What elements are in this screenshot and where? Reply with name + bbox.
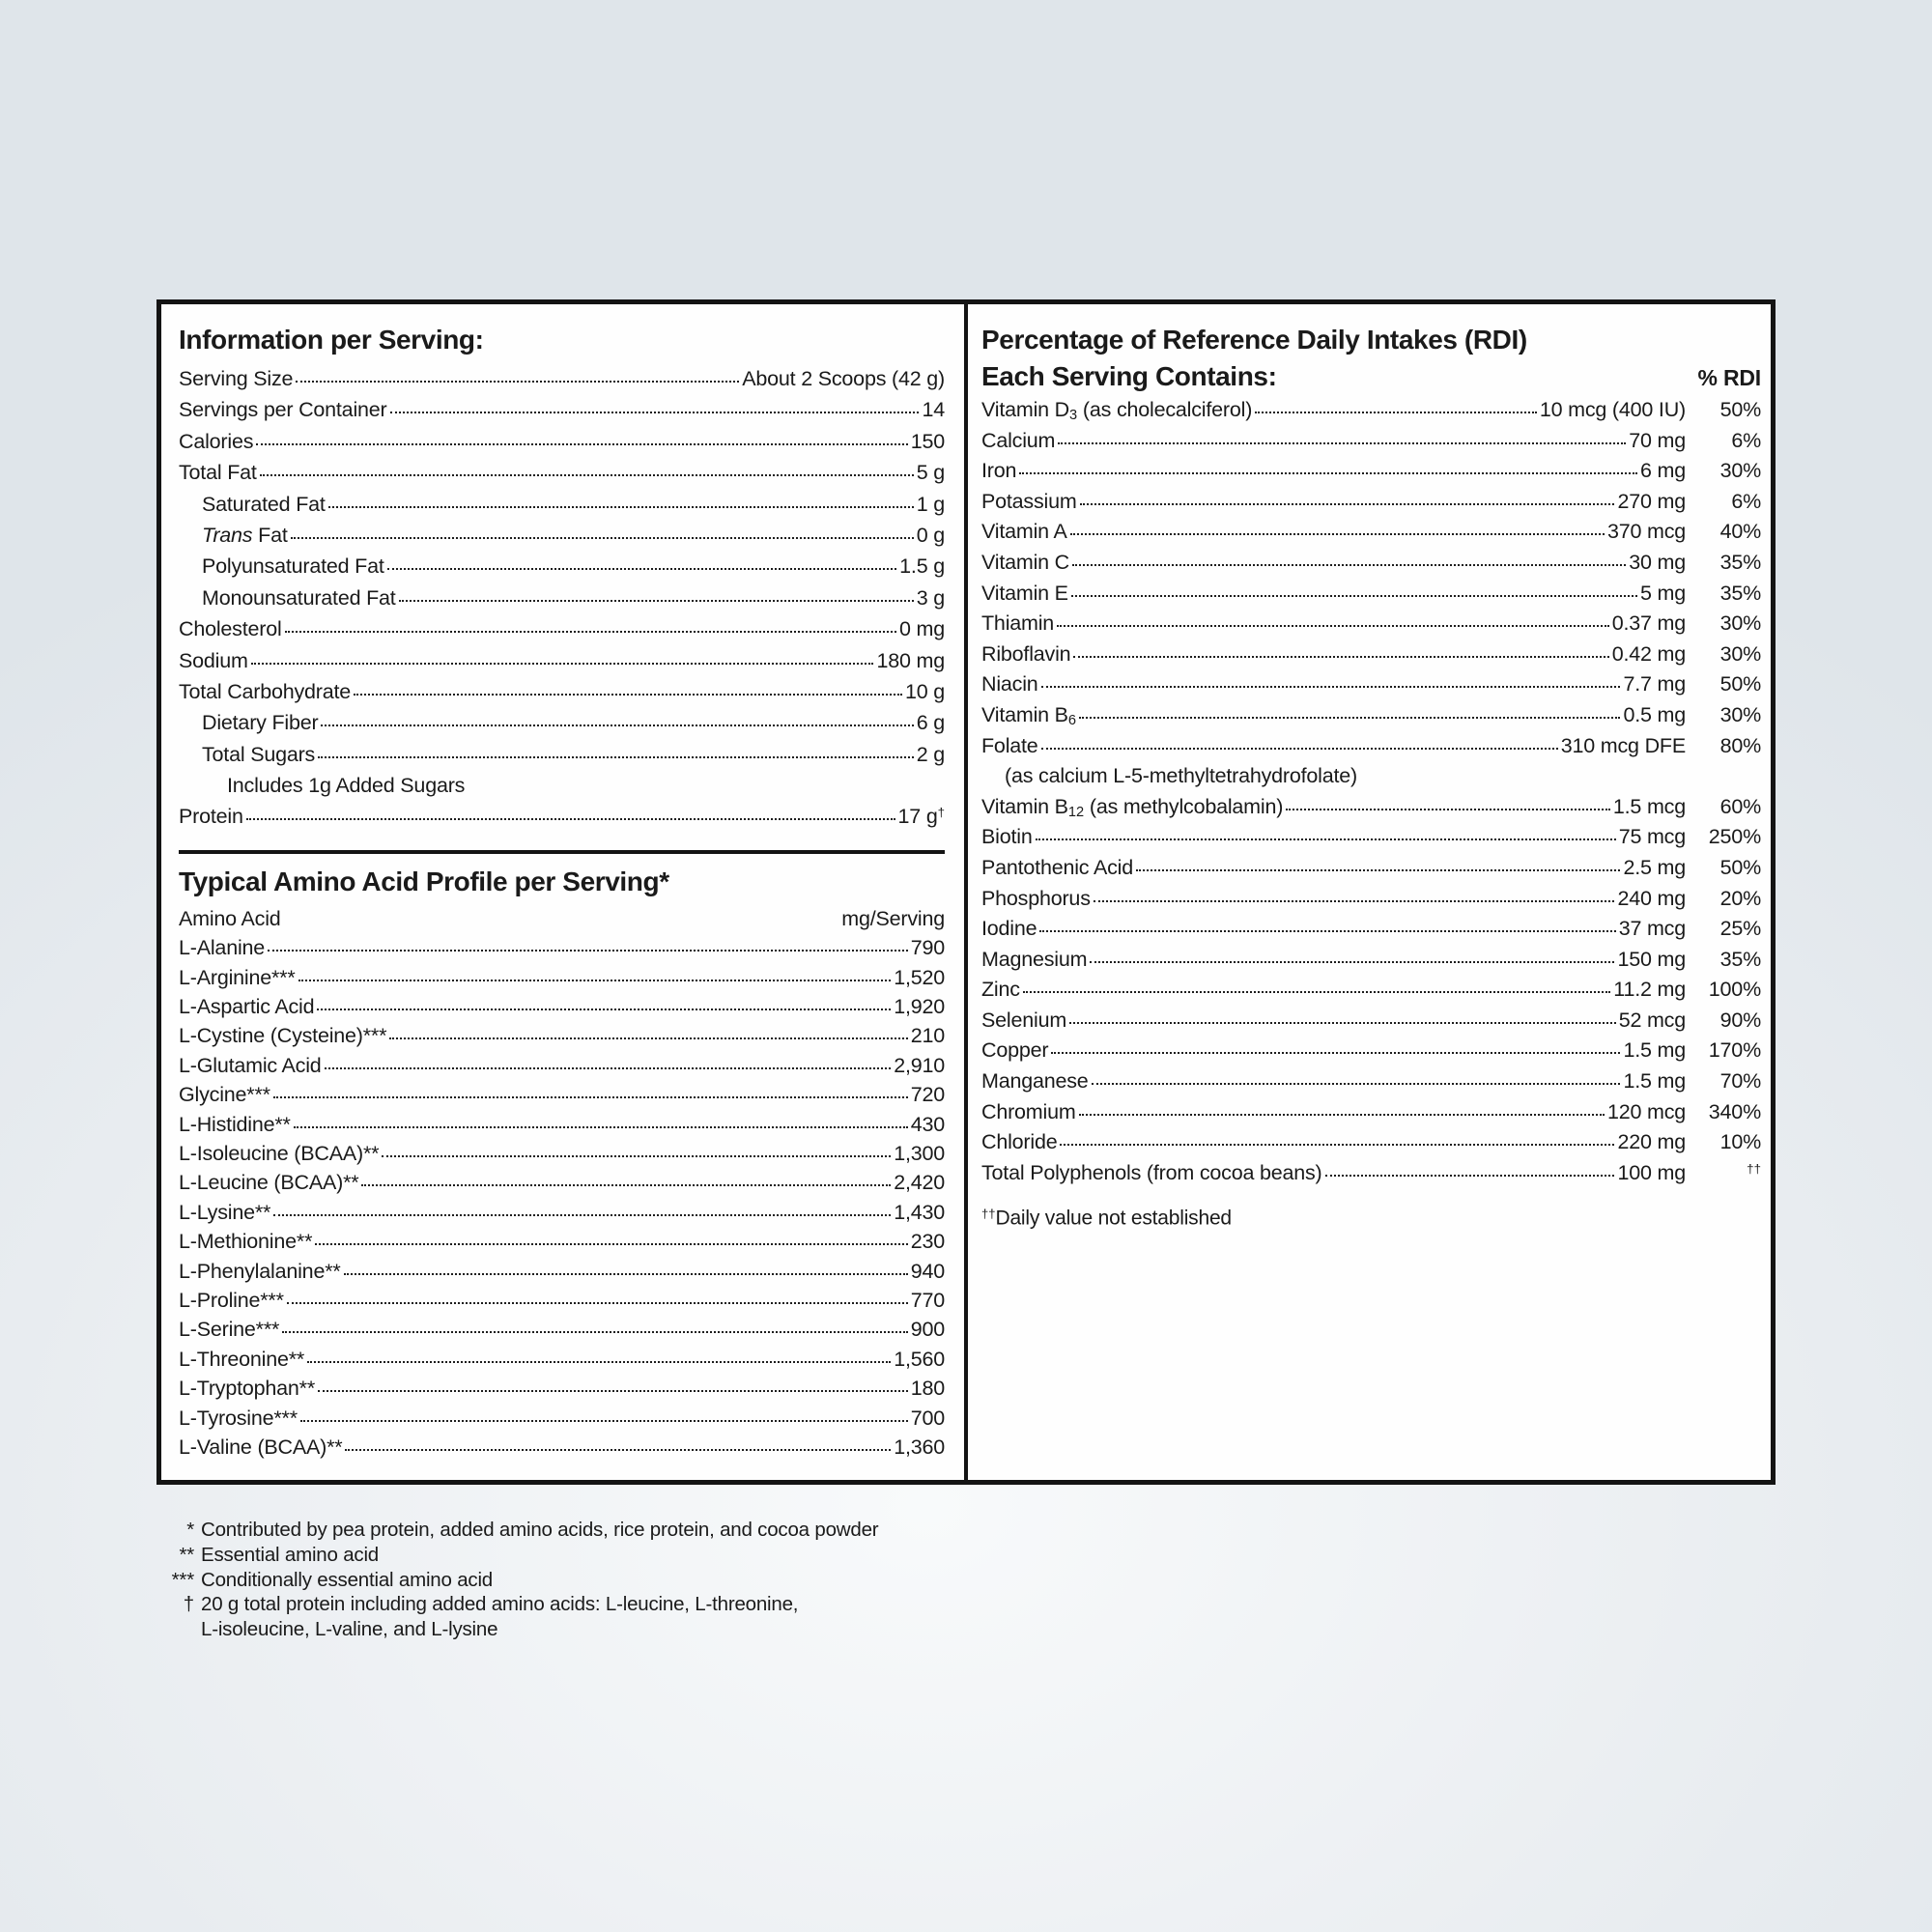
row-label: L-Histidine**: [179, 1112, 291, 1136]
dot-leader: [298, 980, 892, 981]
row-value: 1.5 mcg: [1612, 794, 1686, 818]
row-value: Contributed by pea protein, added amino acids, rice protein, and cocoa powder: [201, 1519, 879, 1541]
row-label: Zinc: [981, 978, 1020, 1002]
row-value: 5 g: [916, 461, 945, 485]
row-label: L-Isoleucine (BCAA)**: [179, 1141, 380, 1165]
row-value: 150 mg: [1617, 947, 1686, 971]
row-label: Monounsaturated Fat: [202, 585, 396, 610]
table-row: [157, 1544, 1104, 1569]
table-row: [179, 1113, 945, 1142]
dot-leader: [300, 1420, 908, 1422]
row-label: Niacin: [981, 672, 1038, 696]
dot-leader: [1072, 564, 1626, 566]
row-value: Essential amino acid: [201, 1543, 380, 1566]
row-label: Iodine: [981, 917, 1037, 941]
row-label: Calcium: [981, 428, 1056, 452]
row-value: 230: [910, 1230, 945, 1254]
row-value: 1.5 mg: [1623, 1038, 1686, 1063]
table-row: [179, 680, 945, 711]
row-percent: 6%: [1731, 428, 1761, 452]
table-row: [179, 524, 945, 554]
table-row: [179, 1406, 945, 1435]
table-row: [179, 617, 945, 648]
amino-rows: [179, 907, 945, 1464]
row-value: 37 mcg: [1618, 917, 1686, 941]
row-value: 1.5 mg: [1623, 1069, 1686, 1094]
rdi-header: Percentage of Reference Daily Intakes (RDI): [981, 325, 1527, 355]
row-label: Total Fat: [179, 461, 257, 485]
table-row: [157, 1618, 1104, 1643]
row-value: 310 mcg DFE: [1560, 733, 1686, 757]
rdi-percent-column-header: % RDI: [1697, 365, 1761, 390]
dot-leader: [1136, 869, 1621, 871]
row-value: 100 mg: [1617, 1160, 1686, 1184]
table-row: [157, 1593, 1104, 1618]
row-percent: 10%: [1719, 1130, 1761, 1154]
row-label: Biotin: [981, 825, 1033, 849]
table-row: [981, 1100, 1761, 1131]
dot-leader: [1057, 625, 1609, 627]
row-value: 180: [910, 1377, 945, 1401]
row-label: L-Tryptophan**: [179, 1377, 316, 1401]
table-row: [179, 398, 945, 429]
row-label: Protein: [179, 805, 243, 829]
dot-leader: [1036, 838, 1616, 840]
dot-leader: [1019, 472, 1637, 474]
row-label: Saturated Fat: [202, 492, 326, 516]
table-row: [179, 1289, 945, 1318]
dot-leader: [287, 1302, 908, 1304]
rdi-footnote: ††Daily value not established: [981, 1207, 1232, 1230]
row-label: L-Arginine***: [179, 965, 296, 989]
row-label: Phosphorus: [981, 886, 1091, 910]
row-value: 2 g: [916, 742, 945, 766]
dot-leader: [1058, 442, 1626, 444]
row-label: Glycine***: [179, 1083, 270, 1107]
row-label: L-Lysine**: [179, 1200, 271, 1224]
row-label: L-Serine***: [179, 1318, 280, 1342]
row-value: 30 mg: [1629, 550, 1686, 574]
dot-leader: [246, 818, 895, 820]
row-value: 1,560: [894, 1347, 945, 1371]
row-value: 0.37 mg: [1611, 611, 1686, 636]
table-row: [179, 774, 945, 805]
row-label: (as calcium L-5-methyltetrahydrofolate): [1005, 764, 1358, 788]
row-value: 6 g: [916, 711, 945, 735]
row-value: 6 mg: [1640, 459, 1686, 483]
table-row: [179, 743, 945, 774]
table-row: [981, 1009, 1761, 1039]
row-value: 150: [910, 429, 945, 453]
row-percent: 6%: [1731, 489, 1761, 513]
table-row: [981, 1069, 1761, 1100]
row-value: 1.5 g: [899, 554, 945, 579]
dot-leader: [251, 663, 874, 665]
row-value: 1,520: [894, 965, 945, 989]
row-label: L-Aspartic Acid: [179, 995, 315, 1019]
table-row: [157, 1569, 1104, 1594]
row-value: 10 g: [904, 679, 945, 703]
table-row: [981, 672, 1761, 703]
row-label: Sodium: [179, 648, 248, 672]
table-row: [179, 430, 945, 461]
dot-leader: [1041, 686, 1621, 688]
table-row: [179, 461, 945, 492]
row-percent: 100%: [1708, 978, 1761, 1002]
table-row: [981, 520, 1761, 551]
row-percent: 340%: [1708, 1099, 1761, 1123]
dot-leader: [1325, 1175, 1615, 1177]
table-row: [981, 1130, 1761, 1161]
row-label: L-Tyrosine***: [179, 1406, 298, 1430]
dot-leader: [1079, 717, 1621, 719]
dot-leader: [344, 1273, 908, 1275]
row-label: Copper: [981, 1038, 1049, 1063]
row-value: 52 mcg: [1618, 1008, 1686, 1032]
row-label: Potassium: [981, 489, 1077, 513]
row-percent: 25%: [1719, 917, 1761, 941]
row-label: Folate: [981, 733, 1038, 757]
dot-leader: [294, 1126, 908, 1128]
row-label: Total Carbohydrate: [179, 679, 352, 703]
dot-leader: [1070, 533, 1605, 535]
table-row: [981, 429, 1761, 460]
table-row: [179, 805, 945, 836]
row-value: 3 g: [916, 585, 945, 610]
dot-leader: [317, 1009, 891, 1010]
row-value: 11.2 mg: [1613, 978, 1686, 1002]
row-label: Vitamin E: [981, 581, 1068, 605]
dot-leader: [1039, 930, 1615, 932]
row-percent: 30%: [1719, 702, 1761, 726]
row-percent: 50%: [1719, 672, 1761, 696]
row-value: 790: [910, 936, 945, 960]
table-row: [981, 978, 1761, 1009]
table-row: [981, 795, 1761, 826]
table-row: [179, 1348, 945, 1377]
row-percent: 250%: [1708, 825, 1761, 849]
table-row: [179, 1377, 945, 1406]
row-percent: 30%: [1719, 611, 1761, 636]
row-label: Vitamin C: [981, 550, 1070, 574]
dot-leader: [260, 474, 914, 476]
row-label: Total Sugars: [202, 742, 316, 766]
row-value: 5 mg: [1640, 581, 1686, 605]
table-row: [981, 764, 1761, 795]
row-percent: 90%: [1719, 1008, 1761, 1032]
row-value: 430: [910, 1112, 945, 1136]
table-row: [179, 995, 945, 1024]
row-value: 0 g: [916, 523, 945, 547]
row-value: 940: [910, 1259, 945, 1283]
table-row: [981, 490, 1761, 521]
row-value: 75 mcg: [1618, 825, 1686, 849]
rdi-column: [968, 304, 1771, 1480]
supplement-facts-panel: [156, 299, 1776, 1485]
table-row: [981, 398, 1761, 429]
row-label: L-Proline***: [179, 1288, 284, 1312]
table-row: [179, 586, 945, 617]
table-row: [981, 887, 1761, 918]
table-row: [179, 493, 945, 524]
table-row: [179, 1260, 945, 1289]
table-row: [179, 1171, 945, 1200]
dot-leader: [318, 1390, 908, 1392]
dot-leader: [282, 1331, 908, 1333]
row-value: Conditionally essential amino acid: [201, 1568, 494, 1591]
table-row: [981, 825, 1761, 856]
table-row: [179, 966, 945, 995]
table-row: [179, 1024, 945, 1053]
table-row: [179, 649, 945, 680]
row-value: 900: [910, 1318, 945, 1342]
table-row: [179, 1318, 945, 1347]
amino-header: Typical Amino Acid Profile per Serving*: [179, 866, 669, 896]
table-row: [981, 856, 1761, 887]
row-label: Chloride: [981, 1130, 1058, 1154]
row-value: 270 mg: [1617, 489, 1686, 513]
rdi-rows: [981, 398, 1761, 1191]
row-label: **: [179, 1543, 194, 1566]
row-label: Manganese: [981, 1069, 1089, 1094]
row-label: L-Threonine**: [179, 1347, 305, 1371]
table-row: [981, 703, 1761, 734]
table-row: [981, 734, 1761, 765]
row-value: 0.5 mg: [1623, 702, 1686, 726]
row-value: 2,910: [894, 1053, 945, 1077]
dot-leader: [1060, 1144, 1614, 1146]
row-label: Dietary Fiber: [202, 711, 319, 735]
row-label: Includes 1g Added Sugars: [227, 774, 466, 798]
section-divider: [179, 850, 945, 854]
row-label: L-Cystine (Cysteine)***: [179, 1024, 387, 1048]
row-percent: 50%: [1719, 855, 1761, 879]
dot-leader: [1023, 991, 1610, 993]
row-percent: 35%: [1719, 550, 1761, 574]
table-row: [981, 611, 1761, 642]
row-label: Pantothenic Acid: [981, 855, 1133, 879]
dot-leader: [390, 412, 920, 413]
row-value: 1,920: [894, 995, 945, 1019]
row-value: 2,420: [894, 1171, 945, 1195]
table-row: [981, 948, 1761, 979]
table-row: [179, 367, 945, 398]
row-label: L-Alanine: [179, 936, 266, 960]
info-header: Information per Serving:: [179, 325, 484, 355]
row-value: 2.5 mg: [1623, 855, 1686, 879]
row-value: 370 mcg: [1606, 520, 1686, 544]
dot-leader: [1286, 809, 1610, 810]
row-label: L-Leucine (BCAA)**: [179, 1171, 359, 1195]
table-row: [157, 1519, 1104, 1544]
row-label: Vitamin $B_{12}$ (as methylcobalamin): [981, 794, 1284, 820]
row-label: Riboflavin: [981, 641, 1071, 666]
dot-leader: [382, 1155, 891, 1157]
dot-leader: [1071, 595, 1637, 597]
row-value: 14: [922, 398, 945, 422]
row-label: Total Polyphenols (from cocoa beans): [981, 1160, 1322, 1184]
table-row: [179, 1054, 945, 1083]
table-row: [179, 711, 945, 742]
dot-leader: [307, 1361, 891, 1363]
row-label: Serving Size: [179, 367, 294, 390]
info-column: [161, 304, 968, 1480]
table-row: [179, 936, 945, 965]
dot-leader: [1092, 1083, 1621, 1085]
row-label: Cholesterol: [179, 617, 282, 641]
row-value: 7.7 mg: [1623, 672, 1686, 696]
row-label: Thiamin: [981, 611, 1055, 636]
row-percent: 50%: [1719, 398, 1761, 421]
dot-leader: [361, 1184, 891, 1186]
info-rows: [179, 367, 945, 837]
row-value: 770: [910, 1288, 945, 1312]
row-label: Vitamin $B_6$: [981, 702, 1076, 728]
row-percent: 70%: [1719, 1069, 1761, 1094]
table-row: [179, 1201, 945, 1230]
row-label: Servings per Container: [179, 398, 387, 422]
row-label: Vitamin $D_3$ (as cholecalciferol): [981, 398, 1253, 423]
row-value: L-isoleucine, L-valine, and L-lysine: [201, 1618, 498, 1641]
row-value: 1,300: [894, 1141, 945, 1165]
row-value: 20 g total protein including added amino acids: L-leucine, L-threonine,: [201, 1593, 799, 1616]
rdi-subheader-row: [981, 361, 1761, 398]
table-row: [981, 917, 1761, 948]
row-label: *: [186, 1519, 194, 1541]
row-value: 1,360: [894, 1435, 945, 1459]
row-label: L-Phenylalanine**: [179, 1259, 341, 1283]
rdi-subheader: Each Serving Contains:: [981, 361, 1277, 391]
dot-leader: [1094, 900, 1615, 902]
row-label: L-Methionine**: [179, 1230, 313, 1254]
dot-leader: [1080, 503, 1615, 505]
row-value: 17 g†: [897, 805, 945, 829]
footnotes: [157, 1519, 1104, 1643]
row-value: 120 mcg: [1606, 1099, 1686, 1123]
table-row: [981, 1161, 1761, 1192]
row-percent: 35%: [1719, 581, 1761, 605]
row-label: Magnesium: [981, 947, 1088, 971]
row-value: About 2 Scoops (42 g): [742, 367, 945, 390]
dot-leader: [325, 1067, 892, 1069]
table-row: [179, 1230, 945, 1259]
row-value: 0 mg: [899, 617, 945, 641]
dot-leader: [1073, 656, 1608, 658]
dot-leader: [291, 537, 914, 539]
table-row: [981, 459, 1761, 490]
dot-leader: [1041, 748, 1558, 750]
row-percent: 35%: [1719, 947, 1761, 971]
row-value: 220 mg: [1617, 1130, 1686, 1154]
dot-leader: [273, 1214, 891, 1216]
row-value: 1,430: [894, 1200, 945, 1224]
table-row: [179, 1435, 945, 1464]
dot-leader: [345, 1449, 891, 1451]
row-label: Chromium: [981, 1099, 1076, 1123]
row-percent: 60%: [1719, 794, 1761, 818]
dot-leader: [318, 756, 914, 758]
dot-leader: [387, 568, 897, 570]
row-label: Iron: [981, 459, 1017, 483]
dot-leader: [1069, 1022, 1616, 1024]
row-value: 70 mg: [1629, 428, 1686, 452]
table-row: [981, 582, 1761, 612]
row-value: 1 g: [916, 492, 945, 516]
row-value: 210: [910, 1024, 945, 1048]
dot-leader: [1051, 1052, 1620, 1054]
dot-leader: [268, 950, 908, 952]
table-row: [981, 551, 1761, 582]
table-row: [179, 1083, 945, 1112]
row-label: L-Valine (BCAA)**: [179, 1435, 343, 1459]
row-value: 180 mg: [876, 648, 945, 672]
row-label: Amino Acid: [179, 906, 281, 930]
dot-leader: [256, 443, 907, 445]
dot-leader: [315, 1243, 907, 1245]
row-value: mg/Serving: [841, 906, 945, 930]
row-label: †: [183, 1593, 194, 1616]
row-percent: 80%: [1719, 733, 1761, 757]
dot-leader: [389, 1037, 907, 1039]
row-label: Vitamin A: [981, 520, 1067, 544]
dot-leader: [1079, 1114, 1605, 1116]
row-value: 10 mcg (400 IU): [1539, 398, 1686, 421]
dot-leader: [1255, 412, 1537, 413]
dot-leader: [296, 381, 739, 383]
row-label: Selenium: [981, 1008, 1067, 1032]
row-percent: 40%: [1719, 520, 1761, 544]
row-percent: ††: [1747, 1161, 1761, 1177]
table-row: [179, 554, 945, 585]
row-percent: 20%: [1719, 886, 1761, 910]
row-label: ***: [171, 1568, 194, 1591]
dot-leader: [399, 600, 914, 602]
row-label: Calories: [179, 429, 254, 453]
row-value: 240 mg: [1617, 886, 1686, 910]
row-percent: 30%: [1719, 641, 1761, 666]
dot-leader: [354, 694, 902, 696]
row-percent: 170%: [1708, 1038, 1761, 1063]
dot-leader: [321, 724, 913, 726]
row-value: 0.42 mg: [1611, 641, 1686, 666]
dot-leader: [273, 1096, 908, 1098]
row-value: 720: [910, 1083, 945, 1107]
dot-leader: [285, 631, 896, 633]
table-row: [981, 642, 1761, 673]
dot-leader: [1090, 961, 1614, 963]
row-percent: 30%: [1719, 459, 1761, 483]
table-row: [981, 1038, 1761, 1069]
dot-leader: [328, 506, 914, 508]
row-value: 700: [910, 1406, 945, 1430]
row-label: L-Glutamic Acid: [179, 1053, 322, 1077]
table-row: [179, 1142, 945, 1171]
row-label: Polyunsaturated Fat: [202, 554, 384, 579]
table-row: [179, 907, 945, 936]
row-label: Trans Fat: [202, 523, 288, 547]
